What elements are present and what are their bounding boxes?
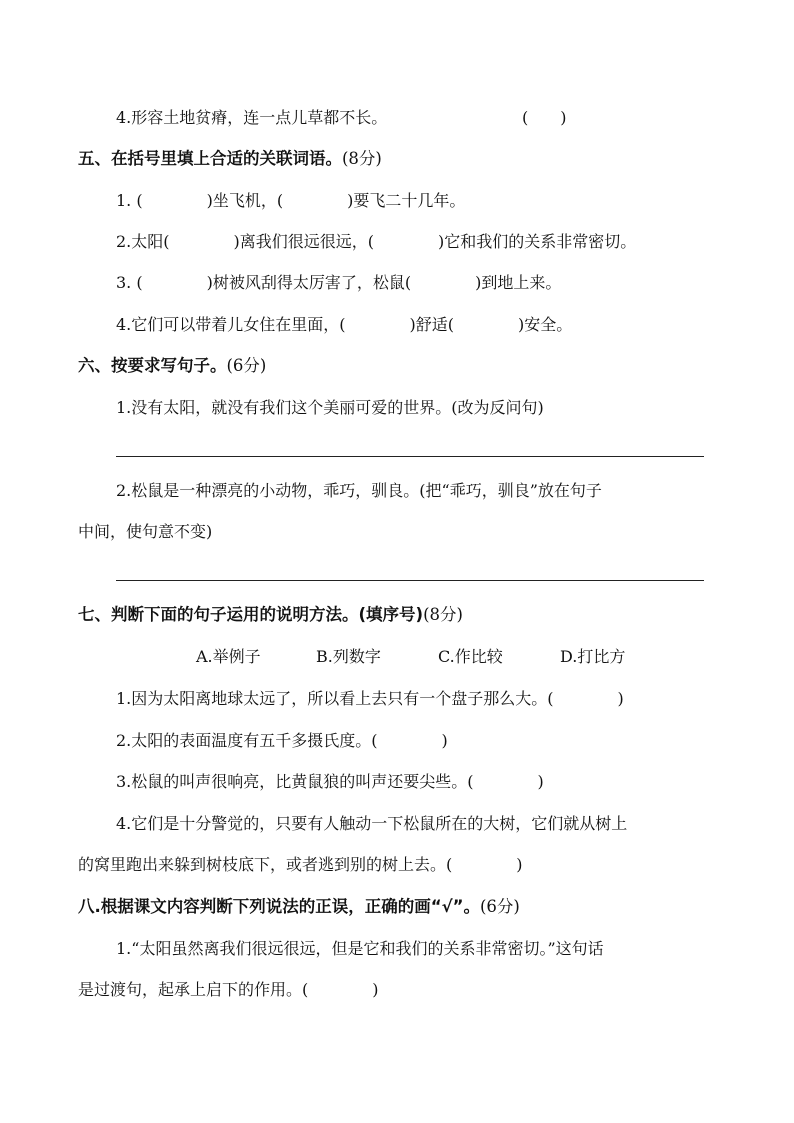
question-s7-3: 3.松鼠的叫声很响亮，比黄鼠狼的叫声还要尖些。( ) xyxy=(116,772,544,791)
section-8-heading: 八.根据课文内容判断下列说法的正误，正确的画“√”。(6分) xyxy=(78,897,520,916)
option-b: B.列数字 xyxy=(316,647,381,666)
question-s6-2-line1: 2.松鼠是一种漂亮的小动物，乖巧，驯良。(把“乖巧，驯良”放在句子 xyxy=(116,481,602,500)
question-s8-1-line1: 1.“太阳虽然离我们很远很远，但是它和我们的关系非常密切。”这句话 xyxy=(116,939,604,958)
question-s7-4-line2: 的窝里跑出来躲到树枝底下，或者逃到别的树上去。( ) xyxy=(78,855,523,874)
answer-line[interactable] xyxy=(116,580,704,581)
answer-line[interactable] xyxy=(116,456,704,457)
section-score: (6分) xyxy=(226,356,267,375)
option-a: A.举例子 xyxy=(196,647,261,666)
section-score: (6分) xyxy=(479,897,520,916)
section-score: (8分) xyxy=(423,605,463,624)
question-s7-2: 2.太阳的表面温度有五千多摄氏度。( ) xyxy=(116,731,448,750)
question-s7-4-line1: 4.它们是十分警觉的，只要有人触动一下松鼠所在的大树，它们就从树上 xyxy=(116,814,628,833)
section-7-heading: 七、判断下面的句子运用的说明方法。(填序号)(8分) xyxy=(78,605,463,624)
question-s4-4: 4.形容土地贫瘠，连一点儿草都不长。 xyxy=(116,108,388,127)
answer-paren[interactable]: ( ) xyxy=(522,108,567,127)
question-s6-1: 1.没有太阳，就没有我们这个美丽可爱的世界。(改为反问句) xyxy=(116,398,544,417)
section-score: (8分) xyxy=(342,149,382,168)
question-s5-3: 3. ( )树被风刮得太厉害了，松鼠( )到地上来。 xyxy=(116,273,562,292)
question-s8-1-line2: 是过渡句，起承上启下的作用。( ) xyxy=(78,980,379,999)
option-d: D.打比方 xyxy=(560,647,626,666)
section-5-heading: 五、在括号里填上合适的关联词语。(8分) xyxy=(78,149,382,168)
option-c: C.作比较 xyxy=(438,647,503,666)
question-s7-1: 1.因为太阳离地球太远了，所以看上去只有一个盘子那么大。( ) xyxy=(116,689,624,708)
question-s5-1: 1. ( )坐飞机，( )要飞二十几年。 xyxy=(116,191,466,210)
section-6-heading: 六、按要求写句子。(6分) xyxy=(78,356,267,375)
question-s6-2-line2: 中间，使句意不变) xyxy=(78,522,213,541)
question-s5-2: 2.太阳( )离我们很远很远，( )它和我们的关系非常密切。 xyxy=(116,232,637,251)
question-s5-4: 4.它们可以带着儿女住在里面，( )舒适( )安全。 xyxy=(116,315,573,334)
